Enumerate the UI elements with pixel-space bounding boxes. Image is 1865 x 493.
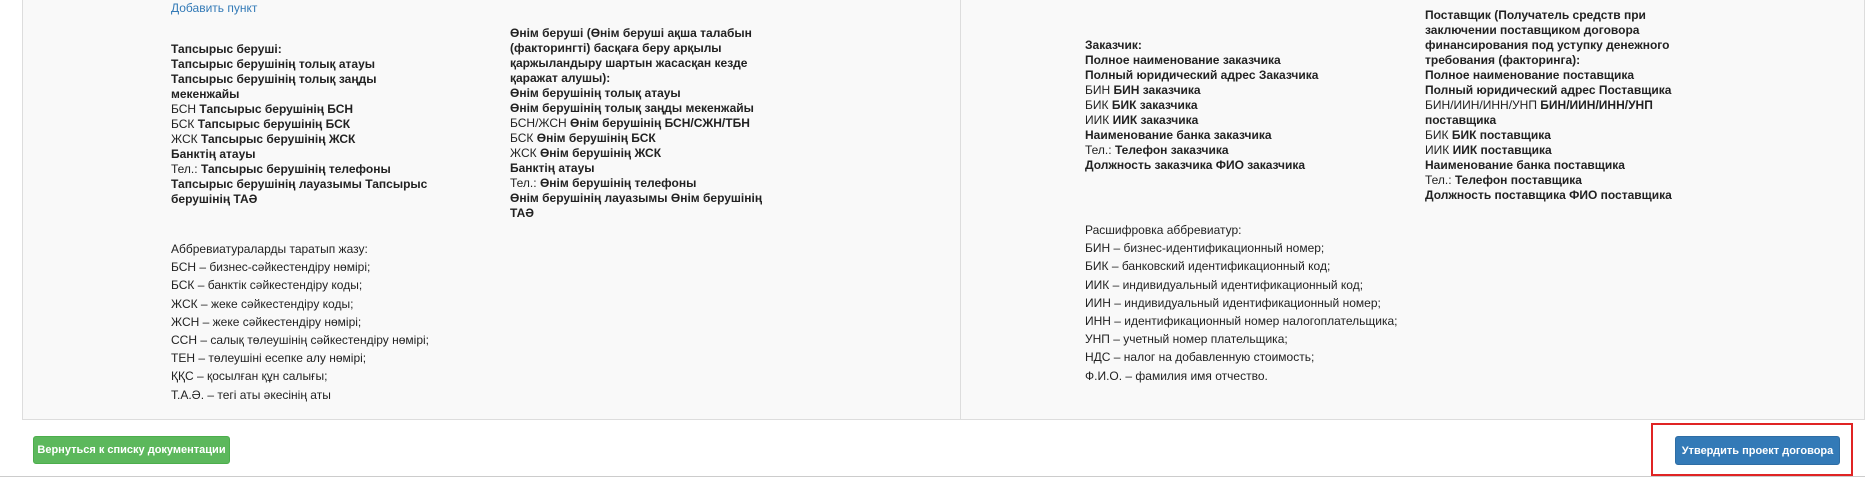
abbreviations-heading: Расшифровка аббревиатур: [1085, 223, 1242, 237]
requisite-line [171, 177, 461, 192]
requisite-line [171, 147, 461, 162]
abbreviation-item: Ф.И.О. – фамилия имя отчество. [1085, 368, 1268, 383]
requisite-line [1085, 83, 1385, 98]
requisite-value: Должность заказчика ФИО заказчика [1085, 158, 1306, 172]
abbreviation-item: ЖСК – жеке сәйкестендіру коды; [171, 296, 354, 311]
requisite-line [171, 57, 461, 72]
requisite-line [510, 101, 800, 116]
requisite-line [510, 26, 800, 41]
requisite-label: БСН [171, 102, 200, 116]
requisite-line [1425, 83, 1725, 98]
requisite-label: Тел.: [510, 176, 540, 190]
requisite-line [1085, 38, 1385, 53]
requisite-label: БИН/ИИН/ИНН/УНП [1425, 98, 1541, 112]
requisite-label: ЖСК [510, 146, 540, 160]
kz-supplier-requisites [510, 26, 800, 221]
requisite-line [510, 161, 800, 176]
abbreviation-item: БСК – банктік сәйкестендіру коды; [171, 278, 363, 293]
requisite-value: ИИК поставщика [1452, 143, 1552, 157]
requisite-label: ЖСК [171, 132, 201, 146]
requisite-label: Тел.: [1085, 143, 1115, 157]
requisite-line [510, 146, 800, 161]
requisite-line [1085, 158, 1385, 173]
requisite-value: Өнім берушінің БСН/СЖН/ТБН [570, 116, 750, 130]
abbreviation-item: ССН – салық төлеушінің сәйкестендіру нөмірі; [171, 333, 430, 348]
requisite-label: Тел.: [171, 162, 201, 176]
requisite-line [510, 176, 800, 191]
requisite-value: заключении поставщиком договора [1425, 23, 1640, 37]
kz-abbreviations [171, 240, 429, 404]
requisite-label: БИН [1085, 83, 1114, 97]
requisite-value: қаржыландыру шартын жасасқан кезде [510, 56, 748, 70]
abbreviation-item: ИИН – индивидуальный идентификационный номер; [1085, 295, 1381, 310]
ru-customer-requisites [1085, 38, 1385, 173]
requisite-value: требования (факторинга): [1425, 53, 1581, 67]
abbreviation-item: ТЕН – төлеушіні есепке алу нөмірі; [171, 351, 367, 366]
requisite-line [1425, 143, 1725, 158]
requisite-value: Өнім берушінің лауазымы Өнім берушінің [510, 191, 763, 205]
requisite-line [1425, 173, 1725, 188]
requisite-value: БИК поставщика [1451, 128, 1551, 142]
requisite-value: Тапсырыс берушінің телефоны [200, 162, 391, 176]
requisite-value: Тапсырыс берушінің ЖСК [200, 132, 356, 146]
abbreviation-item: БСН – бизнес-сәйкестендіру нөмірі; [171, 260, 371, 275]
requisite-value: Тапсырыс берушінің толық атауы [171, 57, 375, 71]
requisite-line [510, 131, 800, 146]
requisite-line [171, 72, 461, 87]
requisite-line [1425, 38, 1725, 53]
requisite-value: мекенжайы [171, 87, 240, 101]
footer-divider [0, 476, 1865, 477]
requisite-line [171, 117, 461, 132]
requisite-value: Тапсырыс берушінің лауазымы Тапсырыс [171, 177, 428, 191]
back-to-documents-button[interactable]: Вернуться к списку документации [33, 436, 230, 464]
abbreviation-item: Т.А.Ә. – тегі аты әкесінің аты [171, 387, 331, 402]
requisite-label: ИИК [1425, 143, 1453, 157]
requisite-value: Өнім берушінің телефоны [539, 176, 697, 190]
ru-supplier-requisites [1425, 8, 1725, 203]
requisite-value: Полное наименование заказчика [1085, 53, 1281, 67]
requisite-line [1425, 113, 1725, 128]
requisite-line [171, 192, 461, 207]
approve-contract-button[interactable]: Утвердить проект договора [1675, 436, 1840, 465]
requisite-line [510, 56, 800, 71]
column-divider [960, 0, 961, 420]
requisite-line [171, 87, 461, 102]
requisite-label: БСК [171, 117, 198, 131]
requisite-value: Тапсырыс беруші: [171, 42, 282, 56]
requisite-line [510, 41, 800, 56]
requisite-value: Наименование банка поставщика [1425, 158, 1625, 172]
requisite-line [510, 71, 800, 86]
ru-abbreviations [1085, 221, 1397, 385]
requisite-line [1425, 53, 1725, 68]
requisite-value: Телефон заказчика [1114, 143, 1229, 157]
abbreviation-item: БИК – банковский идентификационный код; [1085, 259, 1331, 274]
requisite-line [510, 116, 800, 131]
requisite-line [510, 86, 800, 101]
requisite-value: Тапсырыс берушінің БСН [199, 102, 354, 116]
requisite-label: Тел.: [1425, 173, 1455, 187]
requisite-value: БИК заказчика [1111, 98, 1198, 112]
requisite-line [1085, 68, 1385, 83]
requisite-value: Өнім берушінің толық атауы [510, 86, 681, 100]
requisite-value: Полный юридический адрес Заказчика [1085, 68, 1319, 82]
requisite-line [1425, 98, 1725, 113]
requisite-line [171, 102, 461, 117]
requisite-label: БСН/ЖСН [510, 116, 571, 130]
requisite-value: қаражат алушы): [510, 71, 611, 85]
abbreviation-item: НДС – налог на добавленную стоимость; [1085, 350, 1315, 365]
requisite-value: поставщика [1425, 113, 1497, 127]
requisite-line [1085, 98, 1385, 113]
requisite-line [171, 162, 461, 177]
add-item-link[interactable]: Добавить пункт [171, 1, 258, 15]
requisite-line [1425, 8, 1725, 23]
requisite-label: БИК [1085, 98, 1112, 112]
requisite-line [1425, 23, 1725, 38]
requisite-value: БИН заказчика [1113, 83, 1201, 97]
requisite-line [1425, 68, 1725, 83]
requisite-line [1425, 158, 1725, 173]
kz-customer-requisites [171, 42, 461, 207]
requisite-value: Телефон поставщика [1454, 173, 1582, 187]
abbreviations-heading: Аббревиатураларды таратып жазу: [171, 242, 368, 256]
requisite-line [171, 42, 461, 57]
requisite-line [1085, 128, 1385, 143]
requisite-value: Полный юридический адрес Поставщика [1425, 83, 1672, 97]
requisite-value: БИН/ИИН/ИНН/УНП [1540, 98, 1653, 112]
requisite-line [1425, 188, 1725, 203]
abbreviation-item: УНП – учетный номер плательщика; [1085, 332, 1288, 347]
requisite-value: Өнім беруші (Өнім беруші ақша талабын [510, 26, 752, 40]
requisite-label: ИИК [1085, 113, 1113, 127]
requisite-line [1085, 143, 1385, 158]
requisite-value: ИИК заказчика [1112, 113, 1199, 127]
requisite-value: Наименование банка заказчика [1085, 128, 1272, 142]
requisite-value: Заказчик: [1085, 38, 1142, 52]
requisite-label: БИК [1425, 128, 1452, 142]
requisite-line [1085, 113, 1385, 128]
requisite-value: (факторингті) басқаға беру арқылы [510, 41, 722, 55]
abbreviation-item: ИИК – индивидуальный идентификационный код; [1085, 277, 1364, 292]
requisite-value: берушінің ТАӘ [171, 192, 258, 206]
requisite-line [510, 191, 800, 206]
requisite-value: Поставщик (Получатель средств при [1425, 8, 1646, 22]
requisite-value: Өнім берушінің БСК [536, 131, 656, 145]
abbreviation-item: ҚҚС – қосылған құн салығы; [171, 369, 328, 384]
requisite-value: Полное наименование поставщика [1425, 68, 1635, 82]
requisite-value: Должность поставщика ФИО поставщика [1425, 188, 1672, 202]
requisite-line [510, 206, 800, 221]
requisite-value: финансирования под уступку денежного [1425, 38, 1670, 52]
requisite-value: Тапсырыс берушінің БСК [197, 117, 351, 131]
requisite-value: Банктің атауы [171, 147, 256, 161]
requisite-line [171, 132, 461, 147]
requisite-value: Банктің атауы [510, 161, 595, 175]
requisite-value: Тапсырыс берушінің толық заңды [171, 72, 377, 86]
abbreviation-item: ИНН – идентификационный номер налогоплательщика; [1085, 314, 1398, 329]
abbreviation-item: ЖСН – жеке сәйкестендіру нөмірі; [171, 314, 362, 329]
requisite-line [1085, 53, 1385, 68]
requisite-value: ТАӘ [510, 206, 534, 220]
requisite-value: Өнім берушінің ЖСК [539, 146, 662, 160]
requisite-line [1425, 128, 1725, 143]
requisite-label: БСК [510, 131, 537, 145]
abbreviation-item: БИН – бизнес-идентификационный номер; [1085, 241, 1325, 256]
requisite-value: Өнім берушінің толық заңды мекенжайы [510, 101, 754, 115]
